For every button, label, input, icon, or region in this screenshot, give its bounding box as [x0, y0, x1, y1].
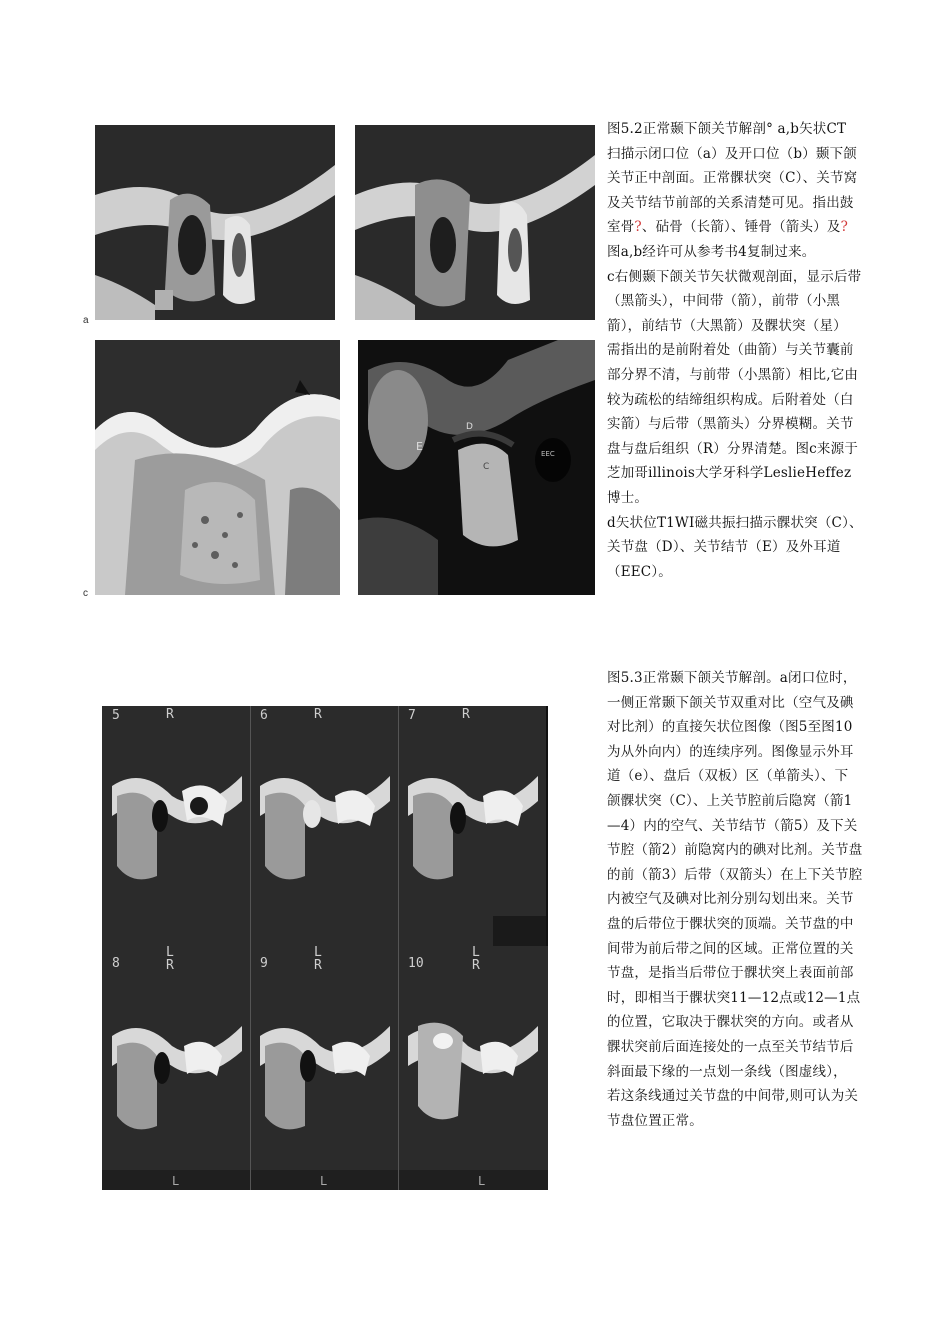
caption-line: 图5.2正常颞下颌关节解剖° a,b矢状CT: [607, 121, 847, 137]
caption-line: 内被空气及碘对比剂分别勾划出来。关节: [607, 891, 854, 908]
mri-label-c: C: [483, 462, 490, 472]
caption-line: —4）内的空气、关节结节（箭5）及下关: [607, 817, 858, 834]
caption-line: 需指出的是前附着处（曲箭）与关节囊前: [607, 342, 854, 359]
side-bottom: R: [166, 958, 174, 973]
mri-sagittal-image-d: [358, 340, 595, 595]
caption-line: 斜面最下缘的一点划一条线（图虚线），: [607, 1063, 847, 1080]
caption-line: 图5.3正常颞下颌关节解剖。a闭口位时，: [607, 670, 857, 686]
caption-line: 节盘，是指当后带位于髁状突上表面前部: [607, 965, 854, 982]
grid-divider: [250, 706, 251, 1190]
tomogram-illustration: [102, 946, 250, 1190]
figure-5-2-caption: [607, 117, 877, 584]
question-mark: ?: [840, 219, 849, 236]
panel-label-c: c: [83, 588, 88, 599]
side-top: L: [314, 946, 322, 960]
side-bottom: R: [314, 958, 322, 973]
histology-illustration: [95, 340, 340, 595]
side-top: L: [166, 946, 174, 960]
tomogram-illustration: [398, 706, 546, 946]
caption-line: 颌髁状突（C）、上关节腔前后隐窝（箭1: [607, 792, 853, 809]
tomogram-illustration: [250, 706, 398, 946]
frame-side-label: R: [314, 707, 322, 722]
frame-side-label: R: [166, 707, 174, 722]
bottom-mark: L: [478, 1174, 486, 1188]
caption-line: 为从外向内）的连续序列。图像显示外耳: [607, 743, 854, 760]
ct-scan-illustration: [95, 125, 335, 320]
caption-line: 对比剂）的直接矢状位图像（图5至图10: [607, 719, 853, 736]
caption-line: 时，即相当于髁状突11—12点或12—1点: [607, 989, 861, 1006]
caption-line: 节腔（箭2）前隐窝内的碘对比剂。关节盘: [607, 842, 863, 859]
mri-label-eec: EEC: [541, 450, 555, 458]
frame-side-label: [472, 946, 480, 972]
caption-line: 节盘位置正常。: [607, 1112, 703, 1129]
arthrogram-sequence-grid: [102, 706, 548, 1190]
caption-line: 较为疏松的结缔组织构成。后附着处（白: [607, 391, 854, 408]
frame-10: [398, 946, 548, 1190]
frame-side-label: [166, 946, 174, 972]
ct-open-mouth-image-b: [355, 125, 595, 320]
frame-6: [250, 706, 398, 946]
caption-line: 髁状突前后面连接处的一点至关节结节后: [607, 1038, 854, 1055]
caption-line: 关节正中剖面。正常髁状突（C）、关节窝: [607, 170, 858, 187]
ct-closed-mouth-image-a: [95, 125, 335, 320]
caption-line: 及关节结节前部的关系清楚可见。指出鼓: [607, 194, 854, 211]
figure-5-3-caption: [607, 666, 877, 1133]
frame-8: [102, 946, 250, 1190]
caption-line: 扫描示闭口位（a）及开口位（b）颞下颌: [607, 145, 857, 162]
caption-line: 间带为前后带之间的区域。正常位置的关: [607, 940, 854, 957]
caption-line: 的位置，它取决于髁状突的方向。或者从: [607, 1014, 854, 1031]
caption-line: 道（e）、盘后（双板）区（单箭头）、下: [607, 768, 849, 785]
mri-label-e: E: [416, 440, 423, 453]
tomogram-illustration: [250, 946, 398, 1190]
tomogram-illustration: [102, 706, 250, 946]
caption-line: 部分界不清，与前带（小黑箭）相比,它由: [607, 366, 859, 383]
frame-number: 5: [112, 708, 120, 723]
grid-divider: [398, 706, 399, 1190]
side-top: L: [472, 946, 480, 960]
caption-line: 芝加哥illinois大学牙科学LeslieHeffez: [607, 465, 852, 482]
caption-line: 图a,b经许可从参考书4复制过来。: [607, 243, 816, 260]
caption-line: 博士。: [607, 489, 649, 506]
caption-line: 若这条线通过关节盘的中间带,则可认为关: [607, 1088, 859, 1105]
question-mark: ?: [634, 219, 642, 236]
caption-line-with-markers: [607, 215, 877, 240]
caption-line: （EEC）。: [607, 563, 672, 580]
mri-illustration: [358, 340, 595, 595]
caption-line: 一侧正常颞下颌关节双重对比（空气及碘: [607, 694, 854, 711]
caption-line: 盘的后带位于髁状突的顶端。关节盘的中: [607, 915, 854, 932]
caption-line: c右侧颞下颌关节矢状微观剖面，显示后带: [607, 268, 862, 285]
frame-number: 7: [408, 708, 416, 723]
side-bottom: R: [472, 958, 480, 973]
caption-line: d矢状位T1WI磁共振扫描示髁状突（C）、: [607, 514, 863, 531]
caption-line: 的前（箭3）后带（双箭头）在上下关节腔: [607, 866, 863, 883]
frame-number: 8: [112, 956, 120, 971]
panel-label-a: a: [83, 315, 89, 326]
frame-7: [398, 706, 546, 946]
frame-number: 10: [408, 956, 424, 971]
frame-number: 6: [260, 708, 268, 723]
caption-line: （黑箭头），中间带（箭），前带（小黑: [607, 293, 841, 310]
tomogram-illustration: [398, 946, 548, 1190]
frame-side-label: R: [462, 707, 470, 722]
ct-scan-illustration: [355, 125, 595, 320]
frame-5: [102, 706, 250, 946]
caption-line: 实箭）与后带（黑箭头）分界模糊。关节: [607, 416, 854, 433]
histology-section-image-c: [95, 340, 340, 595]
mri-label-d: D: [466, 422, 473, 432]
caption-line: 盘与盘后组织（R）分界清楚。图c来源于: [607, 440, 859, 457]
caption-line: 关节盘（D）、关节结节（E）及外耳道: [607, 539, 841, 556]
frame-9: [250, 946, 398, 1190]
frame-side-label: [314, 946, 322, 972]
bottom-mark: L: [172, 1174, 180, 1188]
bottom-mark: L: [320, 1174, 328, 1188]
caption-line: 箭），前结节（大黑箭）及髁状突（星）: [607, 317, 847, 334]
caption-text: 室骨: [607, 219, 635, 236]
frame-number: 9: [260, 956, 268, 971]
caption-text: 、砧骨（长箭）、锤骨（箭头）及: [641, 219, 841, 236]
